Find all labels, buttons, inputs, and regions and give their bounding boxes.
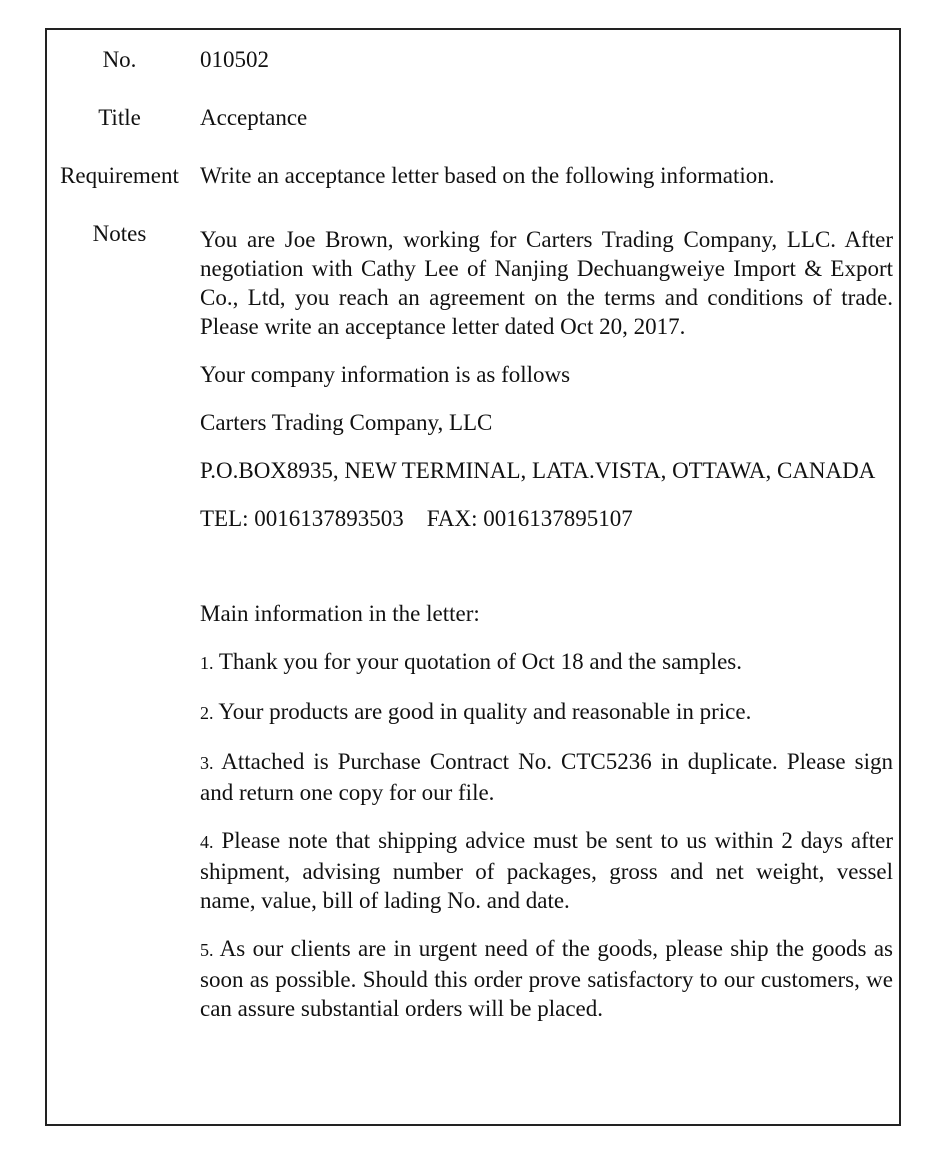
list-item [200,697,893,728]
requirement-value: Write an acceptance letter based on the following information. [200,163,775,188]
list-item-number: 4. [200,832,214,852]
company-name: Carters Trading Company, LLC [200,410,493,435]
no-value: 010502 [200,47,269,72]
list-item-number: 3. [200,753,214,773]
list-item [200,826,893,915]
title-value: Acceptance [200,105,308,130]
title-label: Title [98,105,141,130]
notes-label: Notes [92,221,147,246]
list-item-number: 2. [200,703,214,723]
company-address: P.O.BOX8935, NEW TERMINAL, LATA.VISTA, OTTAWA, CANADA [200,458,876,483]
company-contact: TEL: 0016137893503 FAX: 0016137895107 [200,506,633,531]
list-item [200,647,893,678]
no-label: No. [102,47,137,72]
main-info-heading: Main information in the letter: [200,601,480,626]
notes-body [200,225,893,1042]
notes-intro: You are Joe Brown, working for Carters Trading Company, LLC. After negotiation with Cathy Lee of Nanjing Dechuangweiye Import & Export Co., Ltd, you reach an agreement on the terms and conditions of trade. Please write an acceptance letter dated Oct 20, 2017. [200,227,893,339]
list-item-number: 5. [200,940,214,960]
list-item-text: As our clients are in urgent need of the goods, please ship the goods as soon as possible. Should this order prove satisfactory to our customers, we can assure substantial orders will be placed. [200,936,893,1021]
company-heading: Your company information is as follows [200,362,571,387]
list-item-text: Thank you for your quotation of Oct 18 and the samples. [218,649,742,674]
requirement-label: Requirement [60,163,179,188]
assignment-frame [45,28,901,1126]
list-item [200,934,893,1023]
list-item-number: 1. [200,653,214,673]
list-item-text: Attached is Purchase Contract No. CTC5236 in duplicate. Please sign and return one copy for our file. [200,749,893,805]
list-item-text: Please note that shipping advice must be sent to us within 2 days after shipment, advising number of packages, gross and net weight, vessel name, value, bill of lading No. and date. [200,828,893,913]
list-item [200,747,893,807]
list-item-text: Your products are good in quality and reasonable in price. [218,699,752,724]
